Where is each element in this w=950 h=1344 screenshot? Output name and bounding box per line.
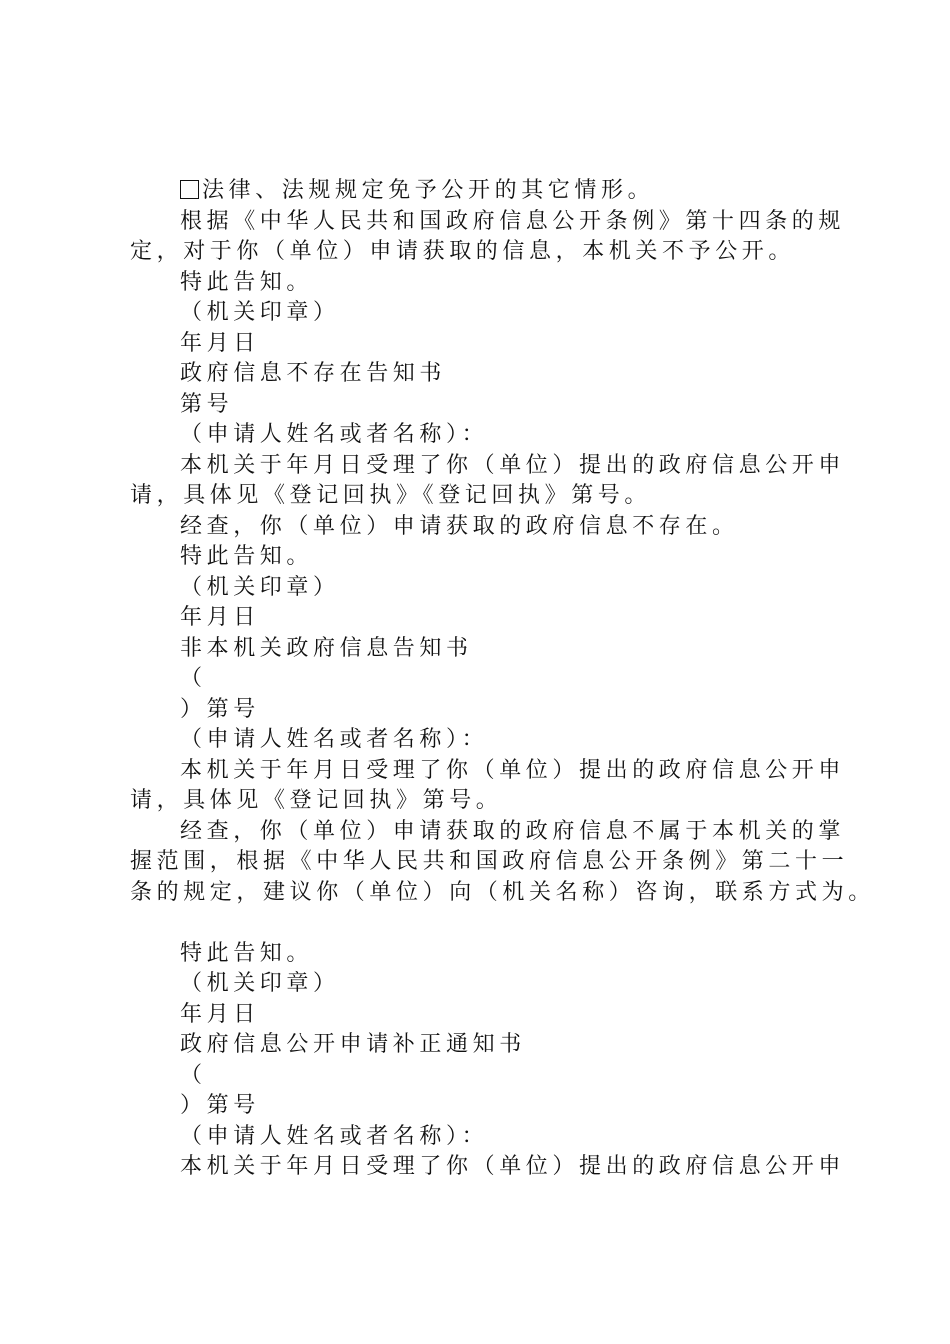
applicant-salutation: （申请人姓名或者名称）： [180, 422, 489, 447]
applicant-salutation: （申请人姓名或者名称）： [180, 727, 489, 752]
notice-closing: 特此告知。 [180, 269, 314, 295]
checkbox-icon[interactable] [180, 180, 199, 199]
finding-paragraph: 经查，你（单位）申请获取的政府信息不存在。 [180, 513, 739, 539]
receipt-paragraph: 本机关于年月日受理了你（单位）提出的政府信息公开申 [180, 757, 846, 783]
document-number: 第号 [180, 391, 234, 417]
refusal-basis-line: 根据《中华人民共和国政府信息公开条例》第十四条的规 [180, 208, 846, 234]
document-number-open: （ [180, 666, 207, 691]
finding-paragraph: 经查，你（单位）申请获取的政府信息不属于本机关的掌 [180, 818, 846, 844]
receipt-paragraph: 本机关于年月日受理了你（单位）提出的政府信息公开申 [180, 452, 846, 478]
notice-closing: 特此告知。 [180, 940, 314, 966]
refusal-basis-continuation: 定，对于你（单位）申请获取的信息，本机关不予公开。 [130, 239, 796, 264]
seal-placeholder: （机关印章） [180, 300, 340, 325]
date-placeholder: 年月日 [180, 605, 260, 630]
line-text: 法律、法规规定免予公开的其它情形。 [202, 178, 655, 203]
document-number-open: （ [180, 1062, 207, 1088]
notice-closing: 特此告知。 [180, 544, 314, 569]
paragraph-spacer [130, 908, 830, 939]
date-placeholder: 年月日 [180, 330, 260, 356]
seal-placeholder: （机关印章） [180, 971, 340, 996]
document-number: ）第号 [180, 696, 260, 722]
receipt-paragraph-continuation: 请，具体见《登记回执》《登记回执》第号。 [130, 483, 652, 508]
exemption-option-line [130, 176, 830, 207]
seal-placeholder: （机关印章） [180, 574, 340, 600]
applicant-salutation: （申请人姓名或者名称）： [180, 1123, 489, 1149]
section-title: 政府信息不存在告知书 [180, 361, 447, 386]
date-placeholder: 年月日 [180, 1001, 260, 1027]
receipt-paragraph-continuation: 请，具体见《登记回执》第号。 [130, 788, 503, 813]
section-title: 非本机关政府信息告知书 [180, 635, 473, 661]
finding-paragraph-continuation: 握范围，根据《中华人民共和国政府信息公开条例》第二十一 [130, 849, 849, 874]
document-body [130, 176, 875, 1183]
document-number: ）第号 [180, 1093, 260, 1118]
section-title: 政府信息公开申请补正通知书 [180, 1032, 526, 1057]
finding-paragraph-continuation: 条的规定，建议你（单位）向（机关名称）咨询，联系方式为。 [130, 879, 875, 905]
receipt-paragraph: 本机关于年月日受理了你（单位）提出的政府信息公开申 [180, 1154, 846, 1179]
